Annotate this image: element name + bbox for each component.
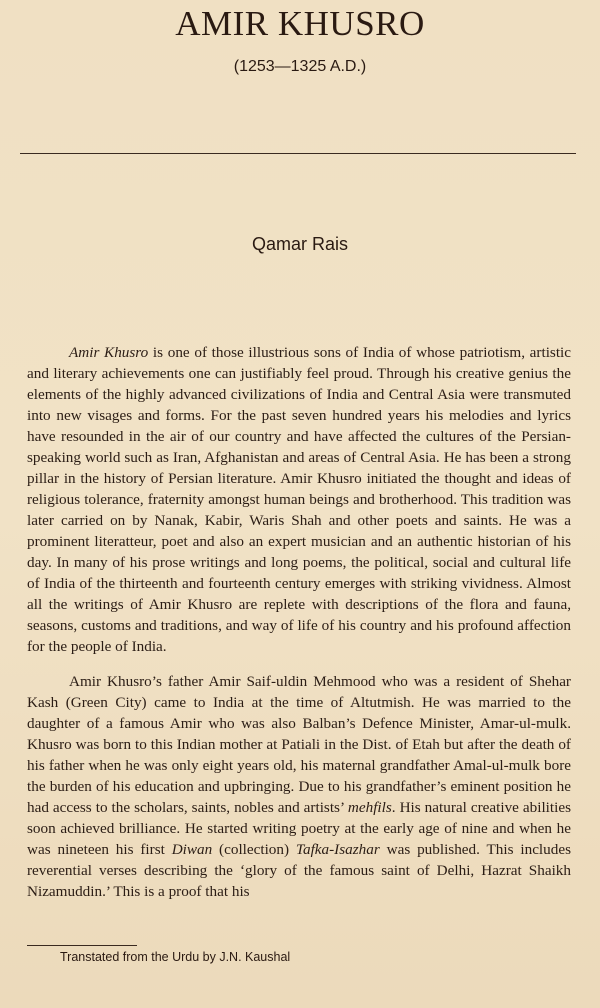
paragraph-2-italic-2: Diwan	[171, 841, 213, 858]
page-title: AMIR KHUSRO	[175, 4, 425, 43]
lead-italic: Amir Khusro	[69, 344, 149, 361]
paragraph-2-part-4: was published. This includes reverential verses describing the ‘glory of the famous saint of Delhi, Hazrat Shaikh Nizamuddin.’ This is a proof that his	[27, 841, 571, 900]
paragraph-2	[27, 671, 571, 902]
translation-footnote: Transtated from the Urdu by J.N. Kaushal	[60, 950, 291, 964]
paragraph-2-italic-3: Tafka-Isazhar	[295, 841, 380, 858]
paragraph-2-part-2: . His natural creative abilities soon achieved brilliance. He started writing poetry at the early age of nine and when he was nineteen his first	[27, 799, 571, 858]
paragraph-2-part-1: Amir Khusro’s father Amir Saif-uldin Mehmood who was a resident of Shehar Kash (Green City) came to India at the time of Altutmish. He was married to the daughter of a famous Amir who was also Balban’s Defence Minister, Amar-ul-mulk. Khusro was born to this Indian mother at Patiali in the Dist. of Etah but after the death of his father when he was only eight years old, his maternal grandfather Amal-ul-mulk bore the burden of his education and upbringing. Due to his grandfather’s eminent position he had access to the scholars, saints, nobles and artists’	[27, 673, 571, 816]
article-body	[27, 342, 571, 916]
footnote-divider	[27, 945, 137, 946]
life-dates: (1253—1325 A.D.)	[233, 58, 367, 75]
author-name: Qamar Rais	[251, 234, 349, 254]
header-divider	[20, 153, 576, 154]
paragraph-1	[27, 342, 571, 657]
paragraph-2-italic-1: mehfils	[347, 799, 392, 816]
paragraph-1-text: is one of those illustrious sons of India of whose patriotism, artistic and literary achievements one can justifiably feel proud. Through his creative genius the elements of the highly advanced civilizations of India and Central Asia were transmuted into new visages and forms. For the past seven hundred years his melodies and lyrics have resounded in the air of our country and have affected the cultures of the Persian-speaking world such as Iran, Afghanistan and areas of Central Asia. He has been a strong pillar in the history of Persian literature. Amir Khusro initiated the thought and ideas of religious tolerance, fraternity amongst human beings and brotherhood. This tradition was later carried on by Nanak, Kabir, Waris Shah and other poets and saints. He was a prominent literatteur, poet and also an expert musician and an authentic historian of his day. In many of his prose writings and long poems, the political, social and cultural life of India of the thirteenth and fourteenth century emerges with striking vividness. Almost all the writings of Amir Khusro are replete with descriptions of the flora and fauna, seasons, customs and traditions, and way of life of his country and his profound affection for the people of India.	[27, 344, 572, 655]
paragraph-2-part-3: (collection)	[212, 841, 296, 858]
